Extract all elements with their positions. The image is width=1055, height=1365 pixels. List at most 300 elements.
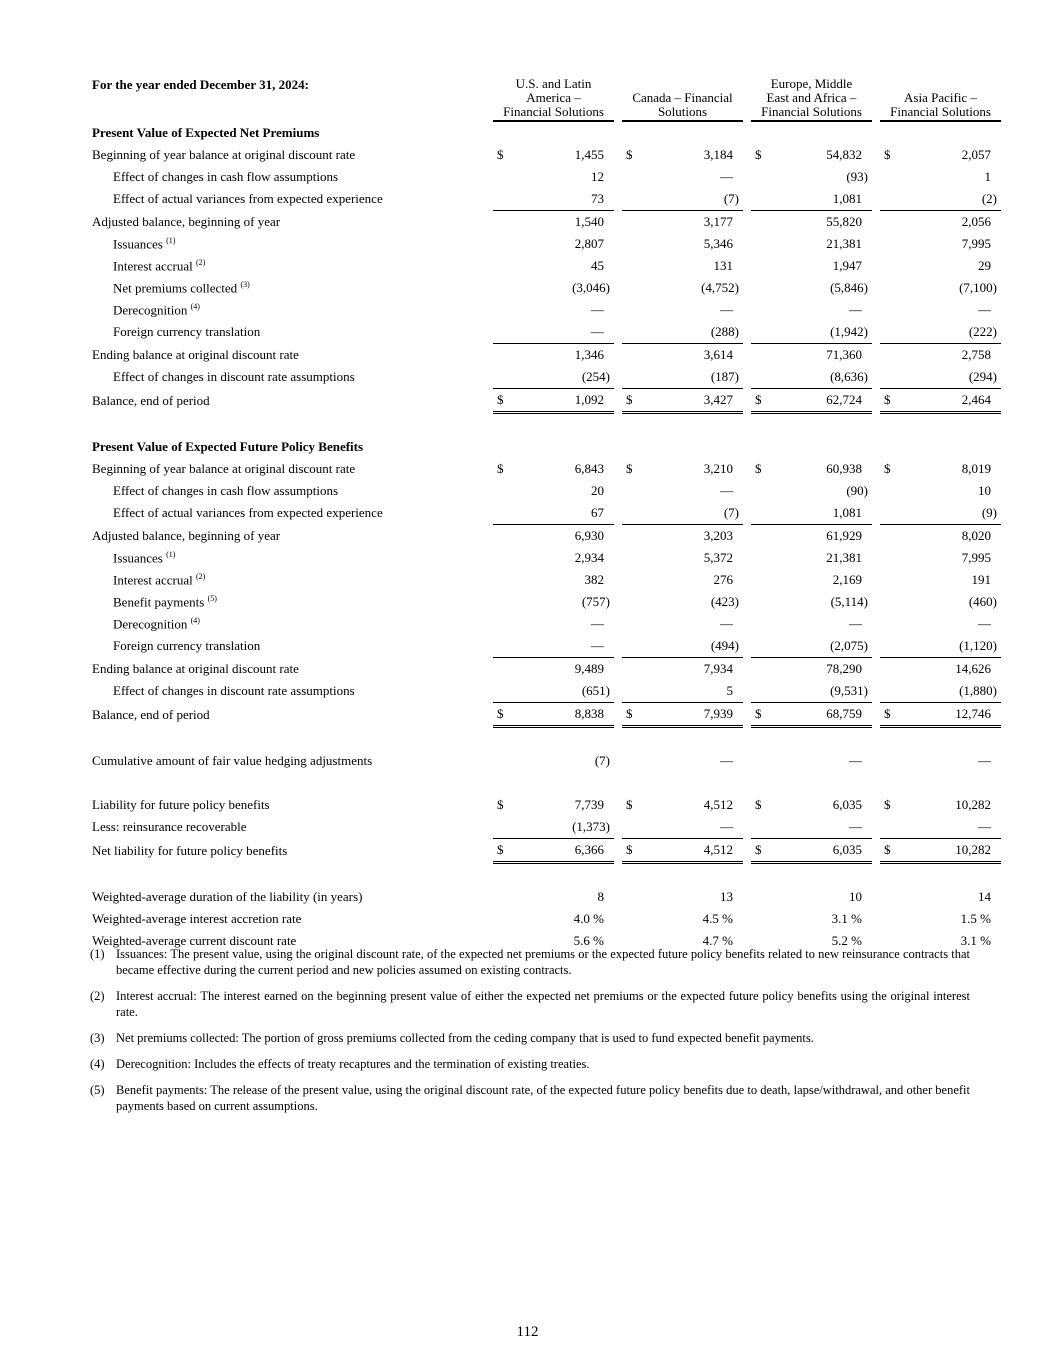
table-row xyxy=(92,547,1001,569)
value-cell-content xyxy=(493,392,614,408)
row-label-text: Effect of changes in discount rate assumptions xyxy=(113,369,355,384)
row-label-text: Balance, end of period xyxy=(92,393,210,408)
value-cell xyxy=(622,657,743,680)
value-cell-content xyxy=(493,528,614,544)
value-cell-content xyxy=(622,302,743,318)
dollar-sign: $ xyxy=(755,797,762,812)
section-header-row xyxy=(92,436,1001,458)
cell-value: 10,282 xyxy=(955,797,991,812)
value-cell-content xyxy=(493,258,614,274)
value-cell xyxy=(880,908,1001,930)
cell-value: 10 xyxy=(849,889,862,904)
row-label-text: Derecognition xyxy=(113,302,188,318)
row-label xyxy=(92,680,485,702)
cell-value: (2,075) xyxy=(830,638,868,653)
row-label xyxy=(92,702,485,728)
value-cell-content xyxy=(493,236,614,252)
column-header-line: Europe, Middle xyxy=(770,76,853,91)
value-cell-content xyxy=(751,236,872,252)
row-label-text: Net liability for future policy benefits xyxy=(92,843,288,858)
cell-value: (254) xyxy=(581,369,610,384)
value-cell-content xyxy=(493,461,614,477)
cell-value: 4,512 xyxy=(703,842,733,857)
value-cell-content xyxy=(493,147,614,163)
cell-value: 71,360 xyxy=(826,347,862,362)
cell-value: 7,934 xyxy=(703,661,733,676)
cell-value: — xyxy=(720,753,733,768)
cell-value: 68,759 xyxy=(826,706,862,721)
row-label xyxy=(92,908,485,930)
value-cell xyxy=(622,414,743,436)
row-label xyxy=(92,794,485,816)
value-cell xyxy=(493,321,614,343)
value-cell-content xyxy=(493,797,614,813)
value-cell-content xyxy=(751,147,872,163)
value-cell-content xyxy=(622,505,743,521)
value-cell xyxy=(880,864,1001,886)
cell-value: — xyxy=(849,616,862,631)
cell-value: (9) xyxy=(981,505,997,520)
cell-value: (651) xyxy=(581,683,610,698)
row-label-text: Weighted-average interest accretion rate xyxy=(92,911,302,926)
cell-value: 1.5 % xyxy=(960,911,991,926)
value-cell xyxy=(493,816,614,838)
cell-value: 1,540 xyxy=(574,214,604,229)
cell-value: (1,880) xyxy=(959,683,997,698)
footnote-number: (5) xyxy=(90,1083,105,1097)
cell-value: 3,203 xyxy=(703,528,733,543)
row-label-text: Issuances xyxy=(113,236,163,252)
value-cell-content xyxy=(880,258,1001,274)
row-label-text: Ending balance at original discount rate xyxy=(92,346,299,362)
value-cell-content xyxy=(493,191,614,207)
cell-value: 6,843 xyxy=(574,461,604,476)
row-label xyxy=(92,816,485,838)
value-cell-content xyxy=(622,706,743,722)
value-cell xyxy=(493,210,614,233)
value-cell xyxy=(622,886,743,908)
value-cell xyxy=(493,436,614,458)
row-label-text: Beginning of year balance at original discount rate xyxy=(92,461,356,476)
row-label-text: Liability for future policy benefits xyxy=(92,797,270,812)
row-label xyxy=(92,366,485,388)
value-cell xyxy=(622,436,743,458)
value-cell-content xyxy=(880,461,1001,477)
value-cell-content xyxy=(880,302,1001,318)
cell-value: 382 xyxy=(584,572,604,587)
value-cell xyxy=(493,680,614,702)
value-cell xyxy=(751,864,872,886)
cell-value: — xyxy=(978,616,991,631)
footnote-text: Interest accrual: The interest earned on the beginning present value of either the expected net premiums or the expected future policy benefits using the original interest rate. xyxy=(116,989,970,1019)
value-cell-content xyxy=(880,528,1001,544)
value-cell-content xyxy=(493,661,614,677)
table-body xyxy=(92,122,1001,952)
column-header-canada xyxy=(622,76,743,122)
value-cell xyxy=(880,613,1001,635)
footnote-ref: (2) xyxy=(196,257,206,267)
value-cell xyxy=(880,321,1001,343)
table-row xyxy=(92,210,1001,233)
cell-value: 2,056 xyxy=(961,214,991,229)
value-cell-content xyxy=(880,483,1001,499)
row-label-text: Ending balance at original discount rate xyxy=(92,660,299,676)
row-label-text: Interest accrual xyxy=(113,572,193,588)
value-cell xyxy=(751,436,872,458)
value-cell-content xyxy=(880,505,1001,521)
value-cell xyxy=(880,299,1001,321)
value-cell-content xyxy=(493,706,614,722)
column-header-line: Financial Solutions xyxy=(890,104,991,119)
cell-value: 2,758 xyxy=(961,347,991,362)
table-row xyxy=(92,480,1001,502)
value-cell-content xyxy=(751,550,872,566)
cell-value: 12,746 xyxy=(955,706,991,721)
value-cell xyxy=(751,414,872,436)
value-cell xyxy=(880,188,1001,210)
cell-value: (1,120) xyxy=(959,638,997,653)
value-cell-content xyxy=(493,594,614,610)
value-cell-content xyxy=(751,369,872,385)
value-cell-content xyxy=(751,594,872,610)
value-cell-content xyxy=(751,505,872,521)
value-cell-content xyxy=(622,392,743,408)
value-cell-content xyxy=(880,550,1001,566)
dollar-sign: $ xyxy=(884,706,891,721)
table-row xyxy=(92,908,1001,930)
cell-value: (757) xyxy=(581,594,610,609)
blank-row xyxy=(92,728,1001,750)
value-cell-content xyxy=(751,392,872,408)
value-cell xyxy=(622,255,743,277)
row-label-text: Foreign currency translation xyxy=(113,638,261,653)
row-label xyxy=(92,524,485,547)
value-cell xyxy=(751,816,872,838)
column-header-emea xyxy=(751,76,872,122)
column-header-line: America – xyxy=(526,90,581,105)
value-cell-content xyxy=(751,706,872,722)
value-cell xyxy=(493,864,614,886)
value-cell xyxy=(622,569,743,591)
table-row xyxy=(92,702,1001,728)
row-label-text: Issuances xyxy=(113,550,163,566)
period-label: For the year ended December 31, 2024: xyxy=(92,77,309,92)
value-cell xyxy=(751,255,872,277)
cell-value: — xyxy=(849,753,862,768)
value-cell-content xyxy=(493,616,614,632)
cell-value: (7) xyxy=(594,753,610,768)
footnote-number: (1) xyxy=(90,947,105,961)
table-row xyxy=(92,635,1001,657)
cell-value: 191 xyxy=(971,572,991,587)
cell-value: 6,035 xyxy=(832,842,862,857)
table-row xyxy=(92,613,1001,635)
value-cell xyxy=(751,343,872,366)
table-row xyxy=(92,277,1001,299)
table-row xyxy=(92,166,1001,188)
cell-value: — xyxy=(849,302,862,317)
cell-value: 7,995 xyxy=(961,550,991,565)
row-label xyxy=(92,502,485,524)
value-cell xyxy=(493,908,614,930)
value-cell-content xyxy=(622,528,743,544)
dollar-sign: $ xyxy=(497,842,504,857)
value-cell-content xyxy=(622,258,743,274)
value-cell-content xyxy=(751,572,872,588)
row-label-text: Foreign currency translation xyxy=(113,324,261,339)
value-cell xyxy=(493,144,614,166)
value-cell-content xyxy=(493,169,614,185)
cell-value: 3.1 % xyxy=(960,933,991,948)
cell-value: 1,346 xyxy=(574,347,604,362)
table-row xyxy=(92,591,1001,613)
cell-value: 5.2 % xyxy=(831,933,862,948)
value-cell-content xyxy=(751,638,872,654)
value-cell-content xyxy=(880,638,1001,654)
cell-value: (3,046) xyxy=(572,280,610,295)
table-row xyxy=(92,524,1001,547)
value-cell xyxy=(880,166,1001,188)
dollar-sign: $ xyxy=(884,147,891,162)
cell-value: 8,020 xyxy=(961,528,991,543)
row-label xyxy=(92,122,485,144)
value-cell xyxy=(622,547,743,569)
cell-value: 73 xyxy=(591,191,604,206)
value-cell xyxy=(622,502,743,524)
value-cell xyxy=(751,144,872,166)
value-cell xyxy=(622,728,743,750)
cell-value: (7) xyxy=(723,191,739,206)
value-cell-content xyxy=(622,753,743,769)
value-cell xyxy=(622,233,743,255)
dollar-sign: $ xyxy=(497,147,504,162)
value-cell xyxy=(880,277,1001,299)
value-cell xyxy=(751,388,872,414)
value-cell xyxy=(493,613,614,635)
cell-value: 60,938 xyxy=(826,461,862,476)
dollar-sign: $ xyxy=(755,842,762,857)
row-label xyxy=(92,166,485,188)
column-header-line: U.S. and Latin xyxy=(515,76,592,91)
value-cell xyxy=(751,772,872,794)
dollar-sign: $ xyxy=(884,392,891,407)
dollar-sign: $ xyxy=(626,706,633,721)
value-cell xyxy=(622,277,743,299)
value-cell-content xyxy=(751,280,872,296)
value-cell xyxy=(622,210,743,233)
value-cell xyxy=(622,591,743,613)
table-header-row xyxy=(92,76,1001,122)
value-cell xyxy=(880,255,1001,277)
cell-value: (5,846) xyxy=(830,280,868,295)
cell-value: 21,381 xyxy=(826,550,862,565)
row-label-text: Adjusted balance, beginning of year xyxy=(92,213,281,229)
value-cell xyxy=(622,166,743,188)
cell-value: 4,512 xyxy=(703,797,733,812)
cell-value: (5,114) xyxy=(830,594,868,609)
value-cell-content xyxy=(880,911,1001,927)
value-cell xyxy=(622,480,743,502)
value-cell-content xyxy=(622,369,743,385)
value-cell xyxy=(493,458,614,480)
cell-value: 276 xyxy=(713,572,733,587)
cell-value: 67 xyxy=(591,505,604,520)
value-cell xyxy=(493,838,614,864)
cell-value: 2,464 xyxy=(961,392,991,407)
value-cell-content xyxy=(622,483,743,499)
value-cell-content xyxy=(493,819,614,835)
value-cell xyxy=(493,702,614,728)
cell-value: 3,427 xyxy=(703,392,733,407)
row-label xyxy=(92,547,485,569)
value-cell xyxy=(751,166,872,188)
value-cell-content xyxy=(880,616,1001,632)
value-cell xyxy=(751,547,872,569)
column-header-asia-pacific xyxy=(880,76,1001,122)
table-row xyxy=(92,388,1001,414)
value-cell xyxy=(622,388,743,414)
cell-value: 7,995 xyxy=(961,236,991,251)
value-cell-content xyxy=(880,842,1001,858)
cell-value: (222) xyxy=(968,324,997,339)
cell-value: 20 xyxy=(591,483,604,498)
cell-value: 4.7 % xyxy=(702,933,733,948)
cell-value: 2,057 xyxy=(961,147,991,162)
value-cell-content xyxy=(751,753,872,769)
column-header-line: East and Africa – xyxy=(766,90,857,105)
row-label xyxy=(92,321,485,343)
dollar-sign: $ xyxy=(755,706,762,721)
column-header-line: Asia Pacific – xyxy=(904,90,977,105)
value-cell xyxy=(751,728,872,750)
value-cell-content xyxy=(622,169,743,185)
value-cell-content xyxy=(880,191,1001,207)
value-cell xyxy=(493,480,614,502)
cell-value: 1,081 xyxy=(832,191,862,206)
value-cell xyxy=(751,591,872,613)
value-cell xyxy=(493,750,614,772)
value-cell-content xyxy=(880,214,1001,230)
dollar-sign: $ xyxy=(626,842,633,857)
cell-value: 4.0 % xyxy=(573,911,604,926)
cell-value: 3,210 xyxy=(703,461,733,476)
row-label-text: Present Value of Expected Future Policy Benefits xyxy=(92,439,364,454)
value-cell-content xyxy=(751,191,872,207)
cell-value: — xyxy=(720,169,733,184)
value-cell xyxy=(880,210,1001,233)
value-cell-content xyxy=(493,214,614,230)
value-cell xyxy=(880,680,1001,702)
cell-value: (423) xyxy=(710,594,739,609)
value-cell-content xyxy=(622,214,743,230)
value-cell-content xyxy=(880,236,1001,252)
value-cell xyxy=(622,750,743,772)
value-cell-content xyxy=(751,797,872,813)
row-label-text: Present Value of Expected Net Premiums xyxy=(92,125,320,140)
value-cell xyxy=(493,388,614,414)
column-header-line: Financial Solutions xyxy=(761,104,862,119)
value-cell xyxy=(751,210,872,233)
value-cell xyxy=(880,436,1001,458)
row-label-text: Cumulative amount of fair value hedging adjustments xyxy=(92,753,373,768)
row-label xyxy=(92,591,485,613)
value-cell-content xyxy=(493,347,614,363)
cell-value: 5,372 xyxy=(703,550,733,565)
cell-value: 1,455 xyxy=(574,147,604,162)
dollar-sign: $ xyxy=(755,147,762,162)
value-cell-content xyxy=(622,594,743,610)
row-label-text: Less: reinsurance recoverable xyxy=(92,819,247,834)
value-cell-content xyxy=(622,842,743,858)
value-cell-content xyxy=(880,324,1001,340)
value-cell xyxy=(880,657,1001,680)
cell-value: (1,942) xyxy=(830,324,868,339)
row-label xyxy=(92,480,485,502)
value-cell xyxy=(880,414,1001,436)
row-label xyxy=(92,458,485,480)
value-cell xyxy=(493,299,614,321)
value-cell-content xyxy=(751,616,872,632)
value-cell xyxy=(622,772,743,794)
cell-value: 3,177 xyxy=(703,214,733,229)
value-cell-content xyxy=(751,347,872,363)
value-cell xyxy=(622,299,743,321)
cell-value: 7,739 xyxy=(574,797,604,812)
value-cell-content xyxy=(622,819,743,835)
value-cell xyxy=(880,591,1001,613)
value-cell xyxy=(751,321,872,343)
footnote-number: (4) xyxy=(90,1057,105,1071)
cell-value: 5.6 % xyxy=(573,933,604,948)
row-label xyxy=(92,613,485,635)
cell-value: — xyxy=(720,819,733,834)
value-cell xyxy=(751,908,872,930)
value-cell xyxy=(880,366,1001,388)
value-cell xyxy=(880,502,1001,524)
value-cell-content xyxy=(880,347,1001,363)
cell-value: (7,100) xyxy=(959,280,997,295)
value-cell xyxy=(751,188,872,210)
value-cell-content xyxy=(880,661,1001,677)
footnote xyxy=(90,1056,970,1072)
value-cell-content xyxy=(622,683,743,699)
value-cell xyxy=(751,750,872,772)
cell-value: 3,184 xyxy=(703,147,733,162)
footnote xyxy=(90,946,970,978)
value-cell xyxy=(880,750,1001,772)
cell-value: — xyxy=(849,819,862,834)
footnote xyxy=(90,988,970,1020)
dollar-sign: $ xyxy=(755,461,762,476)
value-cell xyxy=(622,188,743,210)
row-label-text: Effect of changes in cash flow assumptions xyxy=(113,169,339,184)
cell-value: — xyxy=(978,753,991,768)
table-row xyxy=(92,366,1001,388)
value-cell xyxy=(493,794,614,816)
cell-value: (460) xyxy=(968,594,997,609)
value-cell xyxy=(622,838,743,864)
table-row xyxy=(92,569,1001,591)
row-label xyxy=(92,343,485,366)
row-label-text: Adjusted balance, beginning of year xyxy=(92,527,281,543)
table-row xyxy=(92,299,1001,321)
row-label-text: Interest accrual xyxy=(113,258,193,274)
value-cell xyxy=(622,458,743,480)
value-cell-content xyxy=(493,324,614,340)
footnote-text: Benefit payments: The release of the present value, using the original discount rate, of the expected future policy benefits due to death, lapse/withdrawal, and other benefit payments based on current assumptions. xyxy=(116,1083,970,1113)
cell-value: 61,929 xyxy=(826,528,862,543)
dollar-sign: $ xyxy=(884,797,891,812)
